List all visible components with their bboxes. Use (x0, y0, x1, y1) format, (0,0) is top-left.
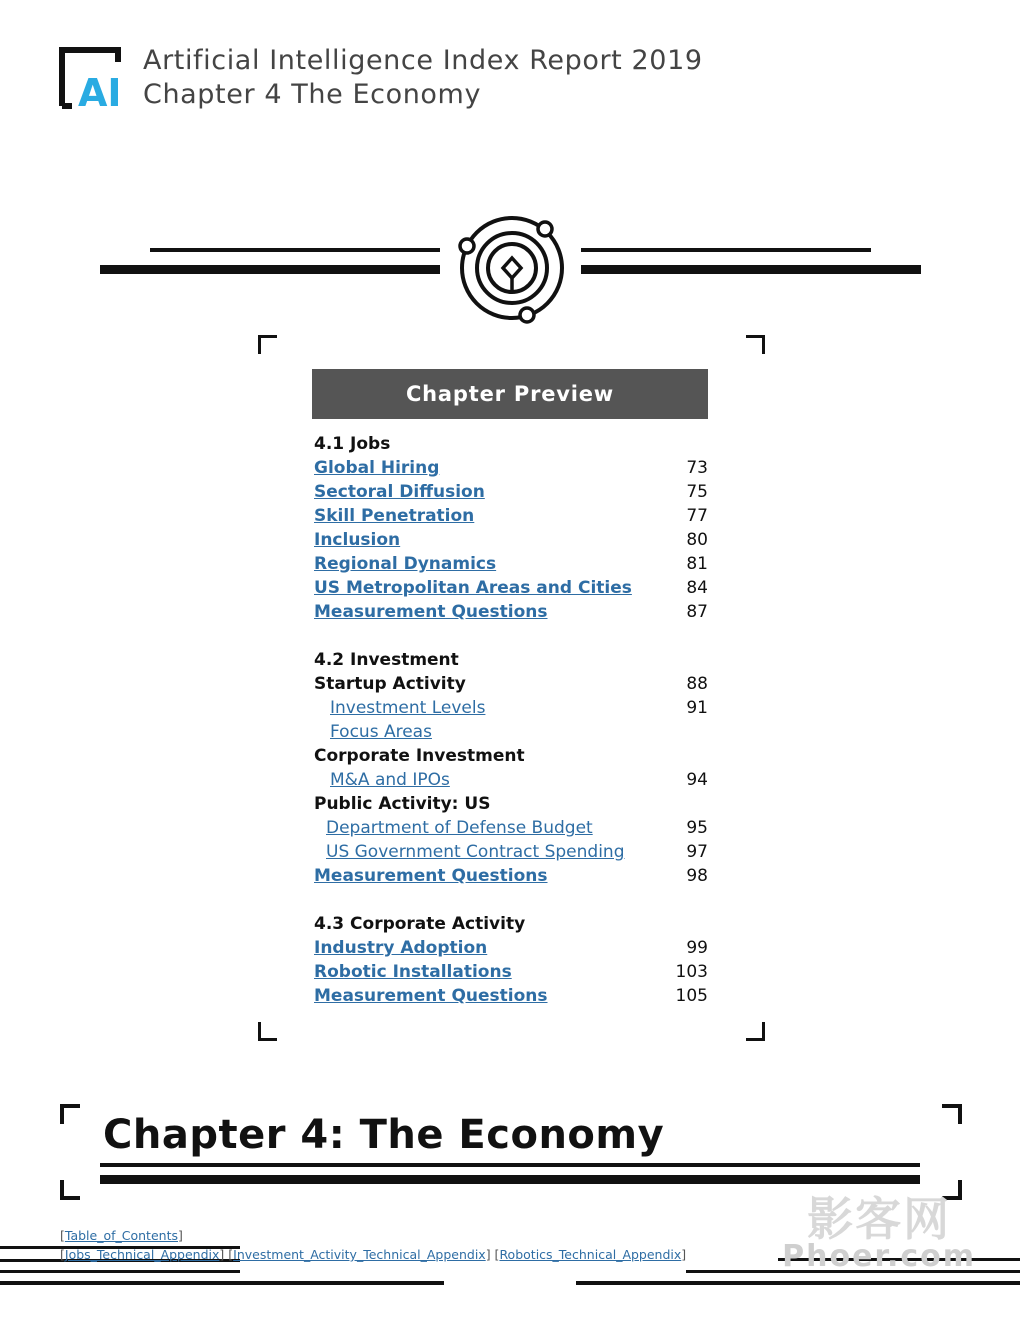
chapter-title: Chapter 4: The Economy (103, 1112, 665, 1158)
toc-link[interactable]: Regional Dynamics 81 (314, 554, 708, 574)
toc-link[interactable]: Department of Defense Budget 95 (326, 818, 708, 838)
toc-section-heading: 4.1 Jobs (314, 434, 391, 454)
toc-footer-link[interactable]: Table_of_Contents (64, 1228, 178, 1243)
toc-link[interactable]: Measurement Questions 87 (314, 602, 708, 622)
toc-section-heading: 4.2 Investment (314, 650, 459, 670)
corner-bracket (60, 1180, 80, 1200)
investment-appendix-link[interactable]: Investment_Activity_Technical_Appendix (233, 1247, 486, 1262)
report-header (143, 44, 703, 112)
toc-subheading: Corporate Investment (314, 746, 525, 766)
corner-bracket (258, 1022, 277, 1041)
toc-link[interactable]: Industry Adoption 99 (314, 938, 708, 958)
corner-bracket (60, 1104, 80, 1124)
corner-bracket (942, 1104, 962, 1124)
watermark (782, 1192, 976, 1274)
toc-link[interactable]: Inclusion 80 (314, 530, 708, 550)
divider-line (100, 1163, 920, 1167)
corner-bracket (258, 335, 277, 354)
watermark-sub: Phoer.com (782, 1239, 976, 1274)
toc-link[interactable]: Focus Areas (330, 722, 432, 742)
footer-links-row-1: [Table_of_Contents] (60, 1228, 183, 1243)
toc-link[interactable]: Measurement Questions 98 (314, 866, 708, 886)
chapter-preview-heading: Chapter Preview (312, 369, 708, 419)
toc-link[interactable]: Sectoral Diffusion 75 (314, 482, 708, 502)
divider-line (576, 1281, 1020, 1285)
divider-line (150, 248, 440, 252)
toc-link[interactable]: Measurement Questions 105 (314, 986, 708, 1006)
toc-section-heading: 4.3 Corporate Activity (314, 914, 526, 934)
corner-bracket (746, 1022, 765, 1041)
robotics-appendix-link[interactable]: Robotics_Technical_Appendix (499, 1247, 682, 1262)
toc-subheading: Startup Activity 88 (314, 674, 708, 694)
toc-link[interactable]: Investment Levels 91 (330, 698, 708, 718)
toc-subheading: Public Activity: US (314, 794, 491, 814)
divider-line (100, 265, 440, 274)
corner-bracket (746, 335, 765, 354)
economy-emblem-icon (452, 210, 572, 330)
toc-link[interactable]: Global Hiring 73 (314, 458, 708, 478)
divider-line (581, 265, 921, 274)
watermark-main: 影客网 (807, 1192, 952, 1246)
jobs-appendix-link[interactable]: Jobs_Technical_Appendix (64, 1247, 220, 1262)
footer-links-row-2: [Jobs_Technical_Appendix] [Investment_Activity_Technical_Appendix] [Robotics_Technical_Appendix] (60, 1247, 687, 1262)
chapter-preview-toc (314, 432, 708, 1008)
toc-link[interactable]: Robotic Installations 103 (314, 962, 708, 982)
divider-line (0, 1281, 444, 1285)
toc-link[interactable]: M&A and IPOs 94 (330, 770, 708, 790)
logo-text: AI (78, 71, 122, 110)
report-title: Artificial Intelligence Index Report 2019 (143, 45, 703, 76)
divider-line (100, 1175, 920, 1184)
toc-link[interactable]: Skill Penetration 77 (314, 506, 708, 526)
chapter-subtitle: Chapter 4 The Economy (143, 79, 482, 110)
toc-link[interactable]: US Metropolitan Areas and Cities 84 (314, 578, 708, 598)
divider-line (581, 248, 871, 252)
toc-link[interactable]: US Government Contract Spending 97 (326, 842, 708, 862)
divider-line (0, 1270, 240, 1273)
ai-index-logo (58, 46, 130, 110)
